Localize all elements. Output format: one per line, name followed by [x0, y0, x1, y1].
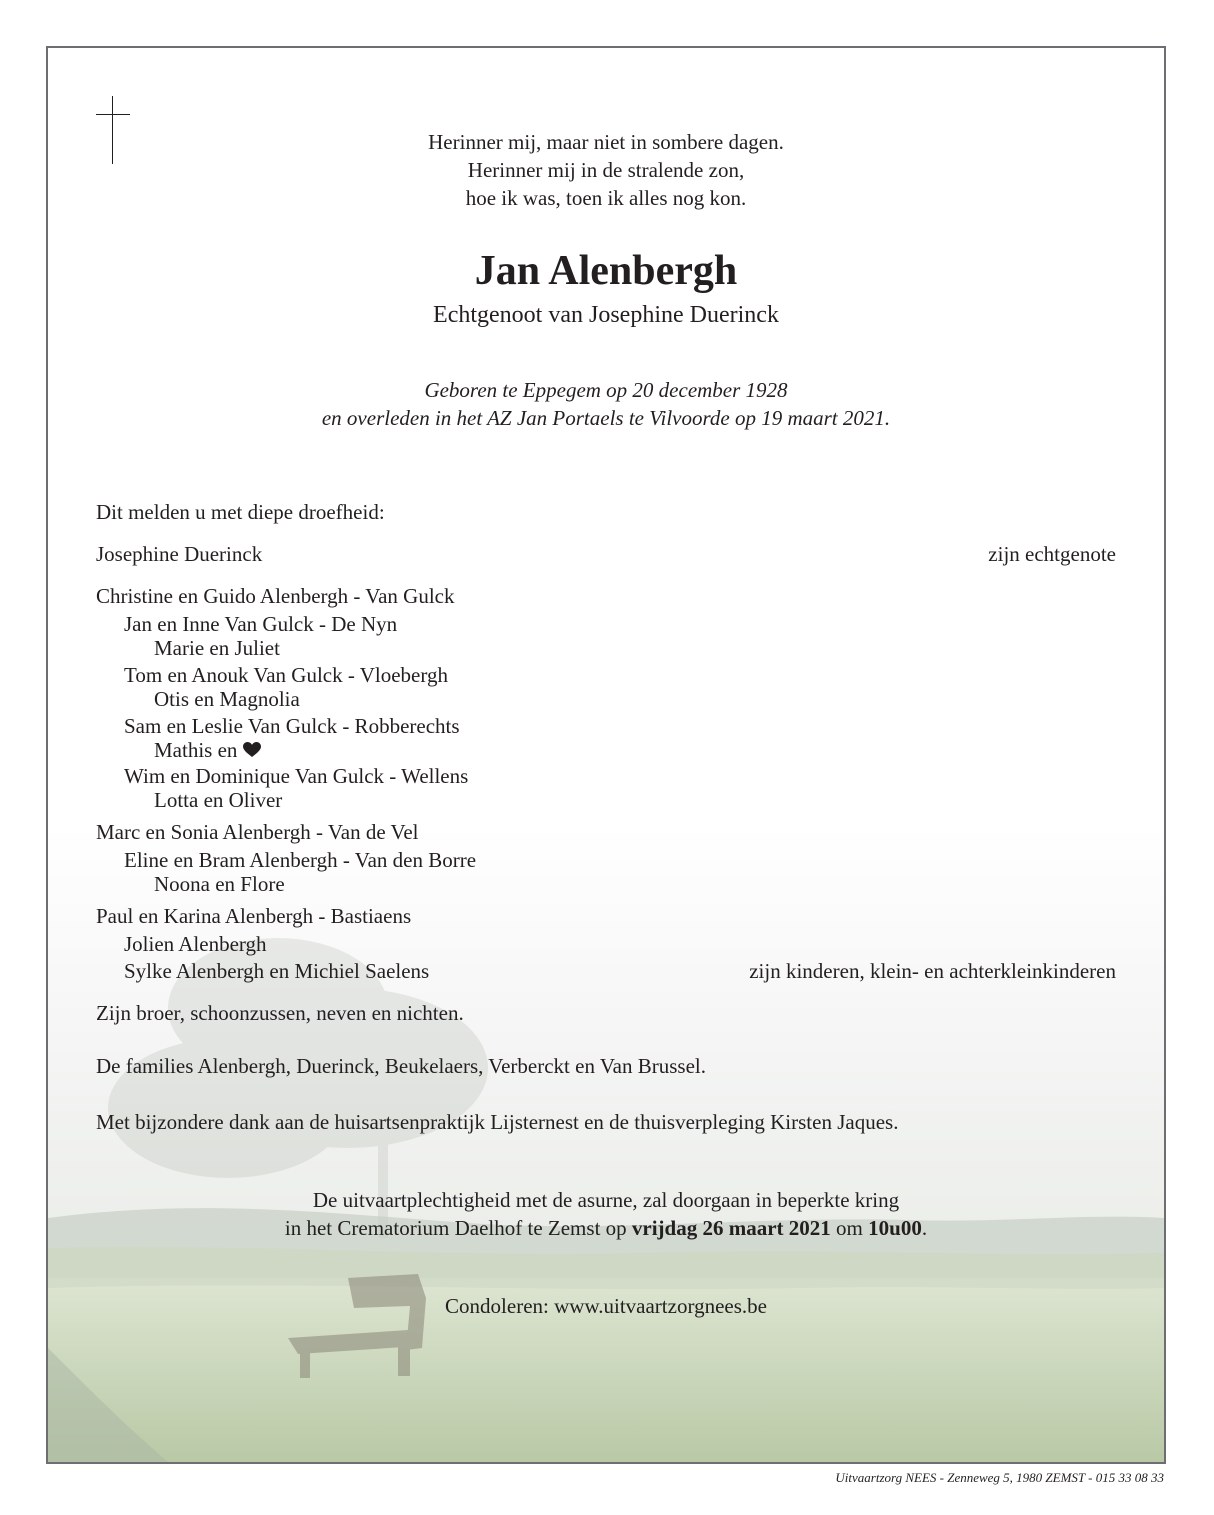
family-member: Marc en Sonia Alenbergh - Van de Vel	[96, 820, 419, 844]
deceased-name: Jan Alenbergh	[474, 248, 738, 294]
family-member: Sam en Leslie Van Gulck - Robberechts	[124, 714, 460, 738]
wife-relation: zijn echtgenote	[988, 542, 1116, 566]
heart-icon	[243, 742, 261, 758]
family-member: Paul en Karina Alenbergh - Bastiaens	[96, 904, 412, 928]
condolences-link[interactable]: Condoleren: www.uitvaartzorgnees.be	[445, 1294, 767, 1318]
thanks-line: Met bijzondere dank aan de huisartsenpraktijk Lijsternest en de thuisverpleging Kirsten Jaques.	[96, 1110, 899, 1134]
extended-family: Zijn broer, schoonzussen, neven en nichten.	[96, 1001, 464, 1025]
died-line: en overleden in het AZ Jan Portaels te Vilvoorde op 19 maart 2021.	[321, 406, 891, 430]
poem-line-1: Herinner mij, maar niet in sombere dagen.	[428, 130, 784, 154]
family-member: Noona en Flore	[154, 872, 285, 896]
poem-line-3: hoe ik was, toen ik alles nog kon.	[465, 186, 747, 210]
funeral-info	[48, 1186, 1164, 1242]
born-line: Geboren te Eppegem op 20 december 1928	[424, 378, 788, 402]
funeral-time: 10u00	[868, 1216, 922, 1240]
funeral-line-1: De uitvaartplechtigheid met de asurne, zal doorgaan in beperkte kring	[312, 1188, 900, 1212]
family-member: Jan en Inne Van Gulck - De Nyn	[124, 612, 398, 636]
spouse-line: Echtgenoot van Josephine Duerinck	[433, 302, 779, 328]
family-member: Tom en Anouk Van Gulck - Vloebergh	[124, 663, 448, 687]
funeral-om: om	[830, 1216, 869, 1240]
birth-death-info	[48, 376, 1164, 432]
wife-name: Josephine Duerinck	[96, 542, 263, 566]
family-member: Marie en Juliet	[154, 636, 280, 660]
family-member: Otis en Magnolia	[154, 687, 300, 711]
funeral-location: in het Crematorium Daelhof te Zemst op	[284, 1216, 632, 1240]
funeral-line-2	[48, 1214, 1164, 1242]
family-member-name: Mathis en	[154, 738, 238, 762]
funeral-date: vrijdag 26 maart 2021	[631, 1216, 831, 1240]
family-member: Jolien Alenbergh	[124, 932, 267, 956]
family-member: Sylke Alenbergh en Michiel Saelens	[124, 959, 430, 983]
children-relation: zijn kinderen, klein- en achterkleinkinderen	[749, 959, 1116, 983]
family-member: Wim en Dominique Van Gulck - Wellens	[124, 764, 469, 788]
family-member: Lotta en Oliver	[154, 788, 283, 812]
funeral-period: .	[921, 1216, 928, 1240]
funeral-home-footer: Uitvaartzorg NEES - Zenneweg 5, 1980 ZEMST - 015 33 08 33	[835, 1470, 1164, 1485]
family-member: Christine en Guido Alenbergh - Van Gulck	[96, 584, 455, 608]
family-member: Eline en Bram Alenbergh - Van den Borre	[124, 848, 477, 872]
families-line: De families Alenbergh, Duerinck, Beukelaers, Verberckt en Van Brussel.	[96, 1054, 706, 1078]
family-member-unborn	[154, 738, 261, 762]
poem-line-2: Herinner mij in de stralende zon,	[467, 158, 745, 182]
poem	[48, 128, 1164, 212]
obituary-card	[46, 46, 1166, 1464]
intro-text: Dit melden u met diepe droefheid:	[96, 500, 385, 524]
